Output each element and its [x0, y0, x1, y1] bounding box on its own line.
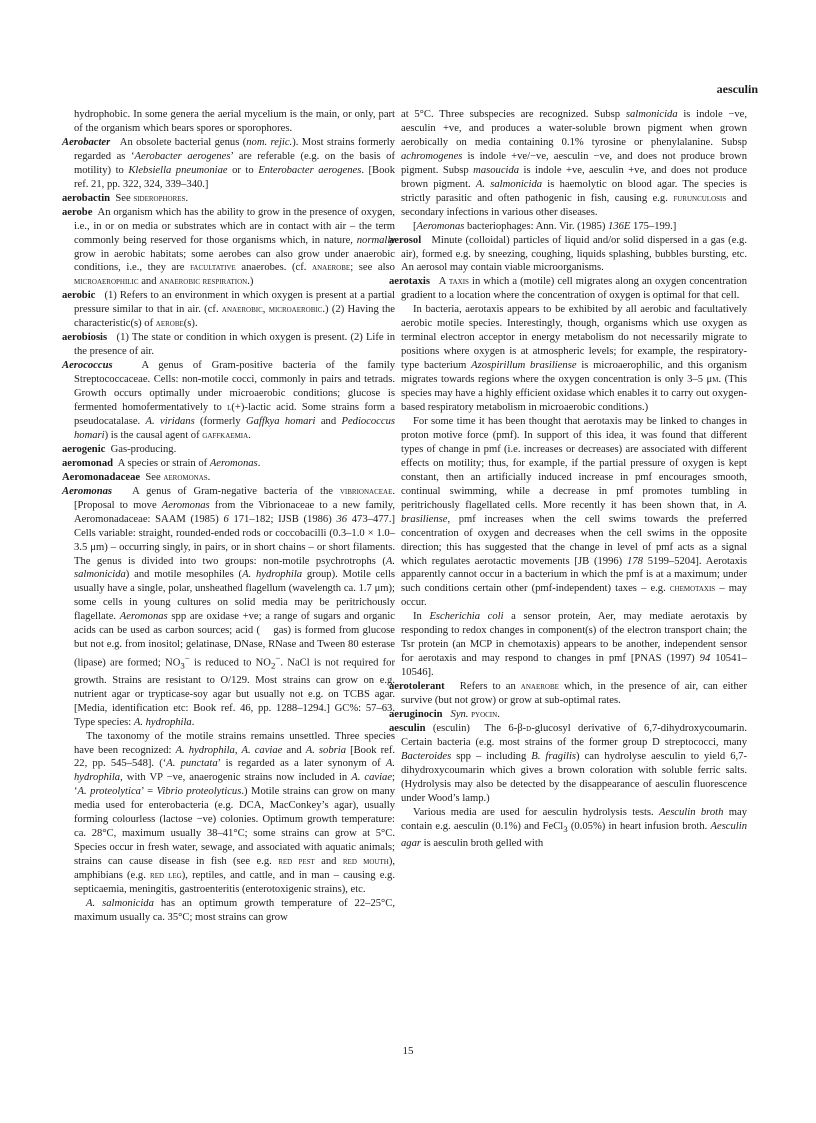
entry-paragraph: In bacteria, aerotaxis appears to be exhibited by all aerobic and facultatively aerobic motile species. Interestingly, though, organisms which use oxygen as terminal electron acceptor in energy metabolism do not necessarily migrate to positions where oxygen is at atmospheric levels; for example, the respiratory-type bacterium Azospirillum brasiliense is microaerophilic, and this organism migrates towards regions where the oxygen concentration is only 3–5 μm. (This species may have a highly efficient oxidase which enables it to carry out oxygen-based respiratory metabolism in microaerobic conditions.) [401, 304, 748, 414]
dictionary-entry: hydrophobic. In some genera the aerial mycelium is the main, or only, part of the organism which bears spores or sporophores. [74, 109, 395, 134]
dictionary-entry: aeromonad A species or strain of Aeromonas. [62, 457, 261, 469]
left-column [62, 108, 395, 925]
running-head: aesculin [716, 82, 758, 96]
entry-paragraph: A. salmonicida has an optimum growth temperature of 22–25°C, maximum usually ca. 35°C; most strains can grow [74, 898, 395, 923]
entry-paragraph: at 5°C. Three subspecies are recognized. Subsp salmonicida is indole −ve, aesculin +ve, and produces a water-soluble brown pigment when grown aerobically on media containing 0.1% tyrosine or phenylalanine. Subsp achromogenes is indole +ve/−ve, aesculin −ve, and does not produce brown pigment. Subsp masoucida is indole +ve, aesculin +ve, and does not produce brown pigment. A. salmonicida is haemolytic on blood agar. The species is strictly parasitic and often pathogenic in fish, causing e.g. furunculosis and secondary infections in various other diseases. [401, 109, 748, 218]
dictionary-entry: aerobic (1) Refers to an environment in which oxygen is present at a partial pressure similar to that in air. (cf. anaerobic, microaerobic.) (2) Having the characteristic(s) of aerobe(s). [62, 290, 395, 330]
dictionary-entry: aeruginocin Syn. pyocin. [389, 708, 500, 720]
dictionary-entry: aesculin (esculin) The 6-β-d-glucosyl derivative of 6,7-dihydroxycoumarin. Certain bacteria (e.g. most strains of the former group D streptococci, many Bacteroides spp – including B. fragilis) can hydrolyse aesculin to yield 6,7-dihydroxycoumarin which gives a brown coloration with soluble ferric salts. (Hydrolysis may also be detected by the disappearance of aesculin fluorescence under Wood’s lamp.) [389, 722, 747, 804]
dictionary-entry: aerogenic Gas-producing. [62, 443, 177, 455]
dictionary-entry: Aeromonadaceae See aeromonas. [62, 471, 211, 483]
dictionary-entry: aerobactin See siderophores. [62, 192, 189, 204]
right-column [389, 108, 747, 851]
dictionary-entry: aerotaxis A taxis in which a (motile) cell migrates along an oxygen concentration gradient to a location where the concentration of oxygen is optimal for that cell. [389, 276, 747, 302]
dictionary-entry: Aeromonas A genus of Gram-negative bacteria of the vibrionaceae. [Proposal to move Aeromonas from the Vibrionaceae to a new family, Aeromonadaceae: SAAM (1985) 6 171–182; IJSB (1986) 36 473–477.] Cells variable: straight, rounded-ended rods or coccobacilli (0.3–1.0 × 1.0–3.5 μm) – occurring singly, in pairs, or in short chains – or short filaments. The genus is divided into two groups: non-motile psychrotrophs (A. salmonicida) and motile mesophiles (A. hydrophila group). Motile cells usually have a single, polar, unsheathed flagellum (wavelength ca. 1.7 μm); some cells in young cultures on solid media may be peritrichously flagellate. Aeromonas spp are oxidase +ve; a range of sugars and organic acids can be used as carbon sources; acid ( gas) is formed from glucose but not e.g. from inositol; gelatinase, DNase, RNase and Tween 80 esterase (lipase) are formed; $NO_3^-$ is reduced to $NO_2^-$. NaCl is not required for growth. Strains are resistant to O/129. Most strains can grow on e.g. nutrient agar or trypticase-soy agar but usually not e.g. on TCBS agar. [Media, identification etc: Book ref. 46, pp. 1288–1294.] GC%: 57–63. Type species: A. hydrophila. [62, 485, 396, 728]
dictionary-entry: Aerococcus A genus of Gram-positive bacteria of the family Streptococcaceae. Cells: non-motile cocci, commonly in pairs and tetrads. Growth occurs optimally under microaerobic conditions; glucose is fermented homofermentatively to l(+)-lactic acid. Some strains form a pseudocatalase. A. viridans (formerly Gaffkya homari and Pediococcus homari) is the causal agent of gaffkaemia. [62, 360, 396, 441]
entry-paragraph: In Escherichia coli a sensor protein, Aer, may mediate aerotaxis by responding to redox changes in component(s) of the electron transport chain; the Tsr protein (an MCP in chemotaxis) appears to be another, independent sensor for aerotaxis and may respond to changes in pmf [PNAS (1997) 94 10541–10546]. [401, 611, 747, 679]
dictionary-entry: aerotolerant Refers to an anaerobe which, in the presence of air, can either survive (but not grow) or grow at sub-optimal rates. [389, 681, 748, 707]
entry-paragraph: For some time it has been thought that aerotaxis may be linked to changes in proton motive force (pmf). In support of this idea, it was found that different types of change in pmf (i.e. increases or decreases) are associated with different effects on motility; thus, for example, if the partial pressure of oxygen is kept constant, then an artificially induced increase in pmf encourages smooth, continual swimming, while a decrease in pmf promotes tumbling in peritrichously flagellated cells. More recently it has been shown that, in A. brasiliense, pmf increases when the cell swims towards the preferred concentration of oxygen and decreases when the cell swims in the opposite direction; this has suggested that the change in level of pmf acts as a signal which regulates aerotactic movements [JB (1996) 178 5199–5204]. Aerotaxis apparently cannot occur in a bacterium in which the pmf is at a maximum; under such conditions certain other (pmf-independent) taxes – e.g. chemotaxis – may occur. [401, 415, 747, 609]
entry-paragraph: Various media are used for aesculin hydrolysis tests. Aesculin broth may contain e.g. aesculin (0.1%) and FeCl$_3$ (0.05%) in heart infusion broth. Aesculin agar is aesculin broth gelled with [401, 806, 747, 849]
dictionary-entry: aerobe An organism which has the ability to grow in the presence of oxygen, i.e., in or on media or substrates which are in contact with air – the term commonly being reserved for those organisms which, in nature, normally grow in aerobic habitats; some aerobes can also grow under anaerobic conditions, i.e., they are facultative anaerobes. (cf. anaerobe; see also microaerophilic and anaerobic respiration.) [62, 206, 395, 288]
entry-paragraph: [Aeromonas bacteriophages: Ann. Vir. (1985) 136E 175–199.] [413, 220, 677, 232]
dictionary-entry: aerobiosis (1) The state or condition in which oxygen is present. (2) Life in the presence of air. [62, 332, 395, 358]
page-number: 15 [402, 1045, 414, 1057]
entry-paragraph: The taxonomy of the motile strains remains unsettled. Three species have been recognized: A. hydrophila, A. caviae and A. sobria [Book ref. 22, pp. 545–548]. (‘A. punctata’ is regarded as a later synonym of A. hydrophila, with VP −ve, anaerogenic strains now included in A. caviae; ‘A. proteolytica’ = Vibrio proteolyticus.) Motile strains can grow on many media used for enterobacteria (e.g. DCA, MacConkey’s agar), usually forming colourless (lactose −ve) colonies. Optimum growth temperature: ca. 28°C, maximum usually 38–41°C; some strains can grow at 5°C. Species occur in fresh water, sewage, and associated with aquatic animals; strains can cause disease in fish (see e.g. red pest and red mouth), amphibians (e.g. red leg), reptiles, and cattle, and in man – causing e.g. septicaemia, meningitis, gastroenteritis (enterotoxigenic strains), etc. [74, 730, 396, 896]
dictionary-entry: Aerobacter An obsolete bacterial genus (nom. rejic.). Most strains formerly regarded as ‘Aerobacter aerogenes’ are referable (e.g. on the basis of motility) to Klebsiella pneumoniae or to Enterobacter aerogenes. [Book ref. 21, pp. 322, 324, 339–340.] [62, 136, 396, 190]
dictionary-entry: aerosol Minute (colloidal) particles of liquid and/or solid dispersed in a gas (e.g. air), formed e.g. by sneezing, coughing, liquids splashing, bubbles bursting, etc. An aerosol may contain viable microorganisms. [389, 234, 747, 274]
